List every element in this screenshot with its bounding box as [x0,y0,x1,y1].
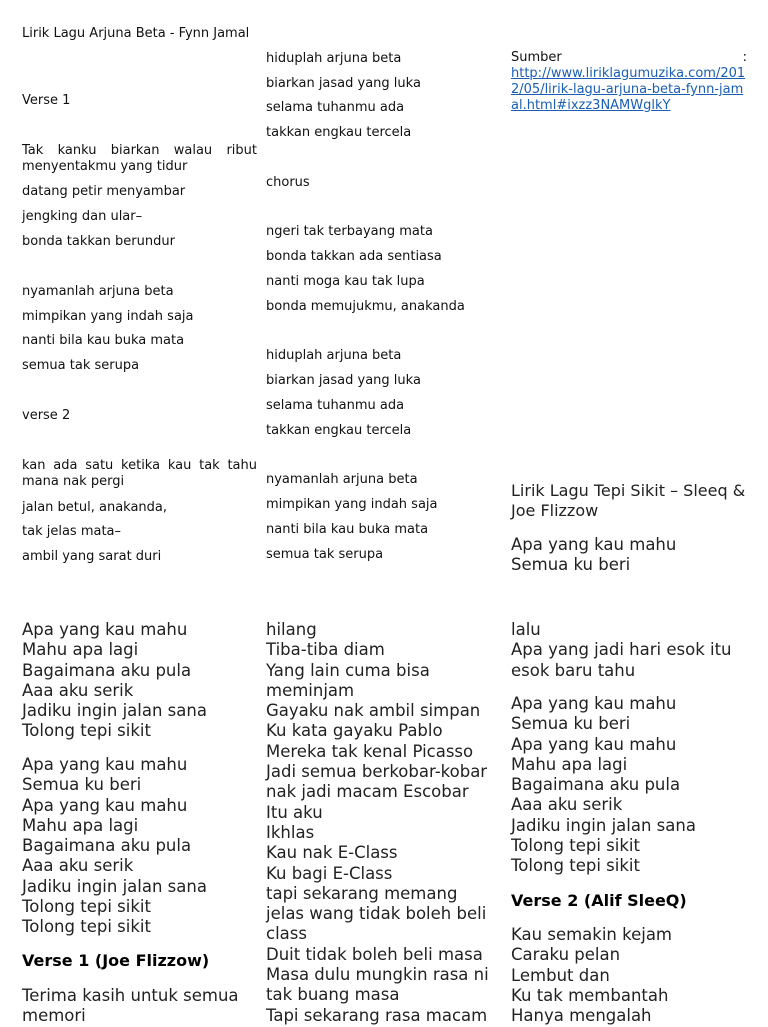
lyric-line: takkan engkau tercela [266,125,412,140]
source-block [511,50,747,114]
source-colon: : [742,50,747,65]
lyric-line: ambil yang sarat duri [22,549,162,564]
lyric-block: Terima kasih untuk semua memori [22,986,239,1026]
verse-2-label: verse 2 [22,408,71,423]
lyric-line: hiduplah arjuna beta [266,348,402,363]
lyric-line: bonda takkan ada sentiasa [266,249,442,264]
lyric-line: hiduplah arjuna beta [266,51,402,66]
lyric-line: biarkan jasad yang luka [266,373,421,388]
lyric-line: ngeri tak terbayang mata [266,224,433,239]
chorus-label: chorus [266,175,310,190]
tepi-sikit-column-3 [511,620,756,681]
lyric-block: Apa yang kau mahu Mahu apa lagi Bagaimana aku pula Aaa aku serik Jadiku ingin jalan sana Tolong tepi sikit [22,620,207,741]
lyric-line: semua tak serupa [22,358,140,373]
verse-1-label: Verse 1 [22,93,71,108]
verse-1-joe-flizzow-lyrics [22,986,262,1027]
verse-1-lyrics [22,143,257,175]
lyric-line: jengking dan ular– [22,209,143,224]
verse-2-alif-sleeq-lyrics [511,925,756,1026]
lyric-block: hilang Tiba-tiba diam Yang lain cuma bisa meminjam Gayaku nak ambil simpan Ku kata gayaku Pablo Mereka tak kenal Picasso Jadi semua berkobar-kobar nak jadi macam Escobar Itu aku Ikhlas Kau nak E-Class Ku bagi E-Class tapi sekarang memang jelas wang tidak boleh beli class Duit tidak boleh beli masa Masa dulu mungkin rasa ni tak buang masa Tapi sekarang rasa macam [266,620,489,1025]
lyric-block: Apa yang kau mahu Semua ku beri Apa yang kau mahu Mahu apa lagi Bagaimana aku pula Aaa aku serik Jadiku ingin jalan sana Tolong tepi sikit Tolong tepi sikit [22,755,207,937]
lyric-line: Tak kanku biarkan walau ribut menyentakmu yang tidur [22,143,257,174]
tepi-sikit-column-1 [22,620,262,742]
song-title-arjuna-beta: Lirik Lagu Arjuna Beta - Fynn Jamal [22,26,250,41]
lyric-line: takkan engkau tercela [266,423,412,438]
lyric-line: nyamanlah arjuna beta [266,472,418,487]
lyric-block: lalu Apa yang jadi hari esok itu esok baru tahu [511,620,732,680]
lyric-block: Kau semakin kejam Caraku pelan Lembut dan Ku tak membantah Hanya mengalah [511,925,673,1026]
lyric-line: nanti bila kau buka mata [266,522,429,537]
lyric-line: semua tak serupa [266,547,384,562]
lyric-line: bonda memujukmu, anakanda [266,299,465,314]
source-label: Sumber [511,50,562,65]
lyric-line: selama tuhanmu ada [266,100,405,115]
lyric-line: biarkan jasad yang luka [266,76,421,91]
verse-2-lyrics [22,458,257,490]
section-heading: Verse 1 (Joe Flizzow) [22,951,210,970]
lyric-line: kan ada satu ketika kau tak tahu mana nak pergi [22,458,257,489]
verse-1-joe-flizzow-heading [22,951,262,970]
lyric-line: mimpikan yang indah saja [22,309,194,324]
tepi-sikit-column-2 [266,620,506,1026]
song-title-text: Lirik Lagu Tepi Sikit – Sleeq & Joe Flizzow [511,481,746,520]
lyric-line: nyamanlah arjuna beta [22,284,174,299]
arjuna-column [22,26,257,42]
lyric-line: nanti bila kau buka mata [22,333,185,348]
lyric-line: mimpikan yang indah saja [266,497,438,512]
lyric-line: bonda takkan berundur [22,234,175,249]
tepi-sikit-chorus [22,755,262,938]
lyric-line: jalan betul, anakanda, [22,500,168,515]
verse-2-alif-sleeq-heading [511,891,756,910]
lyric-block: Apa yang kau mahu Semua ku beri [511,535,677,575]
tepi-sikit-intro [511,535,751,576]
section-heading: Verse 2 (Alif SleeQ) [511,891,687,910]
tepi-sikit-chorus-2 [511,694,756,877]
lyric-block: Apa yang kau mahu Semua ku beri Apa yang kau mahu Mahu apa lagi Bagaimana aku pula Aaa aku serik Jadiku ingin jalan sana Tolong tepi sikit Tolong tepi sikit [511,694,696,876]
lyric-line: datang petir menyambar [22,184,186,199]
lyric-line: tak jelas mata– [22,524,122,539]
song-title-tepi-sikit [511,481,751,521]
lyric-line: selama tuhanmu ada [266,398,405,413]
source-link[interactable]: http://www.liriklagumuzika.com/2012/05/lirik-lagu-arjuna-beta-fynn-jamal.html#ixzz3NAMWglkY [511,66,746,113]
lyric-line: nanti moga kau tak lupa [266,274,425,289]
